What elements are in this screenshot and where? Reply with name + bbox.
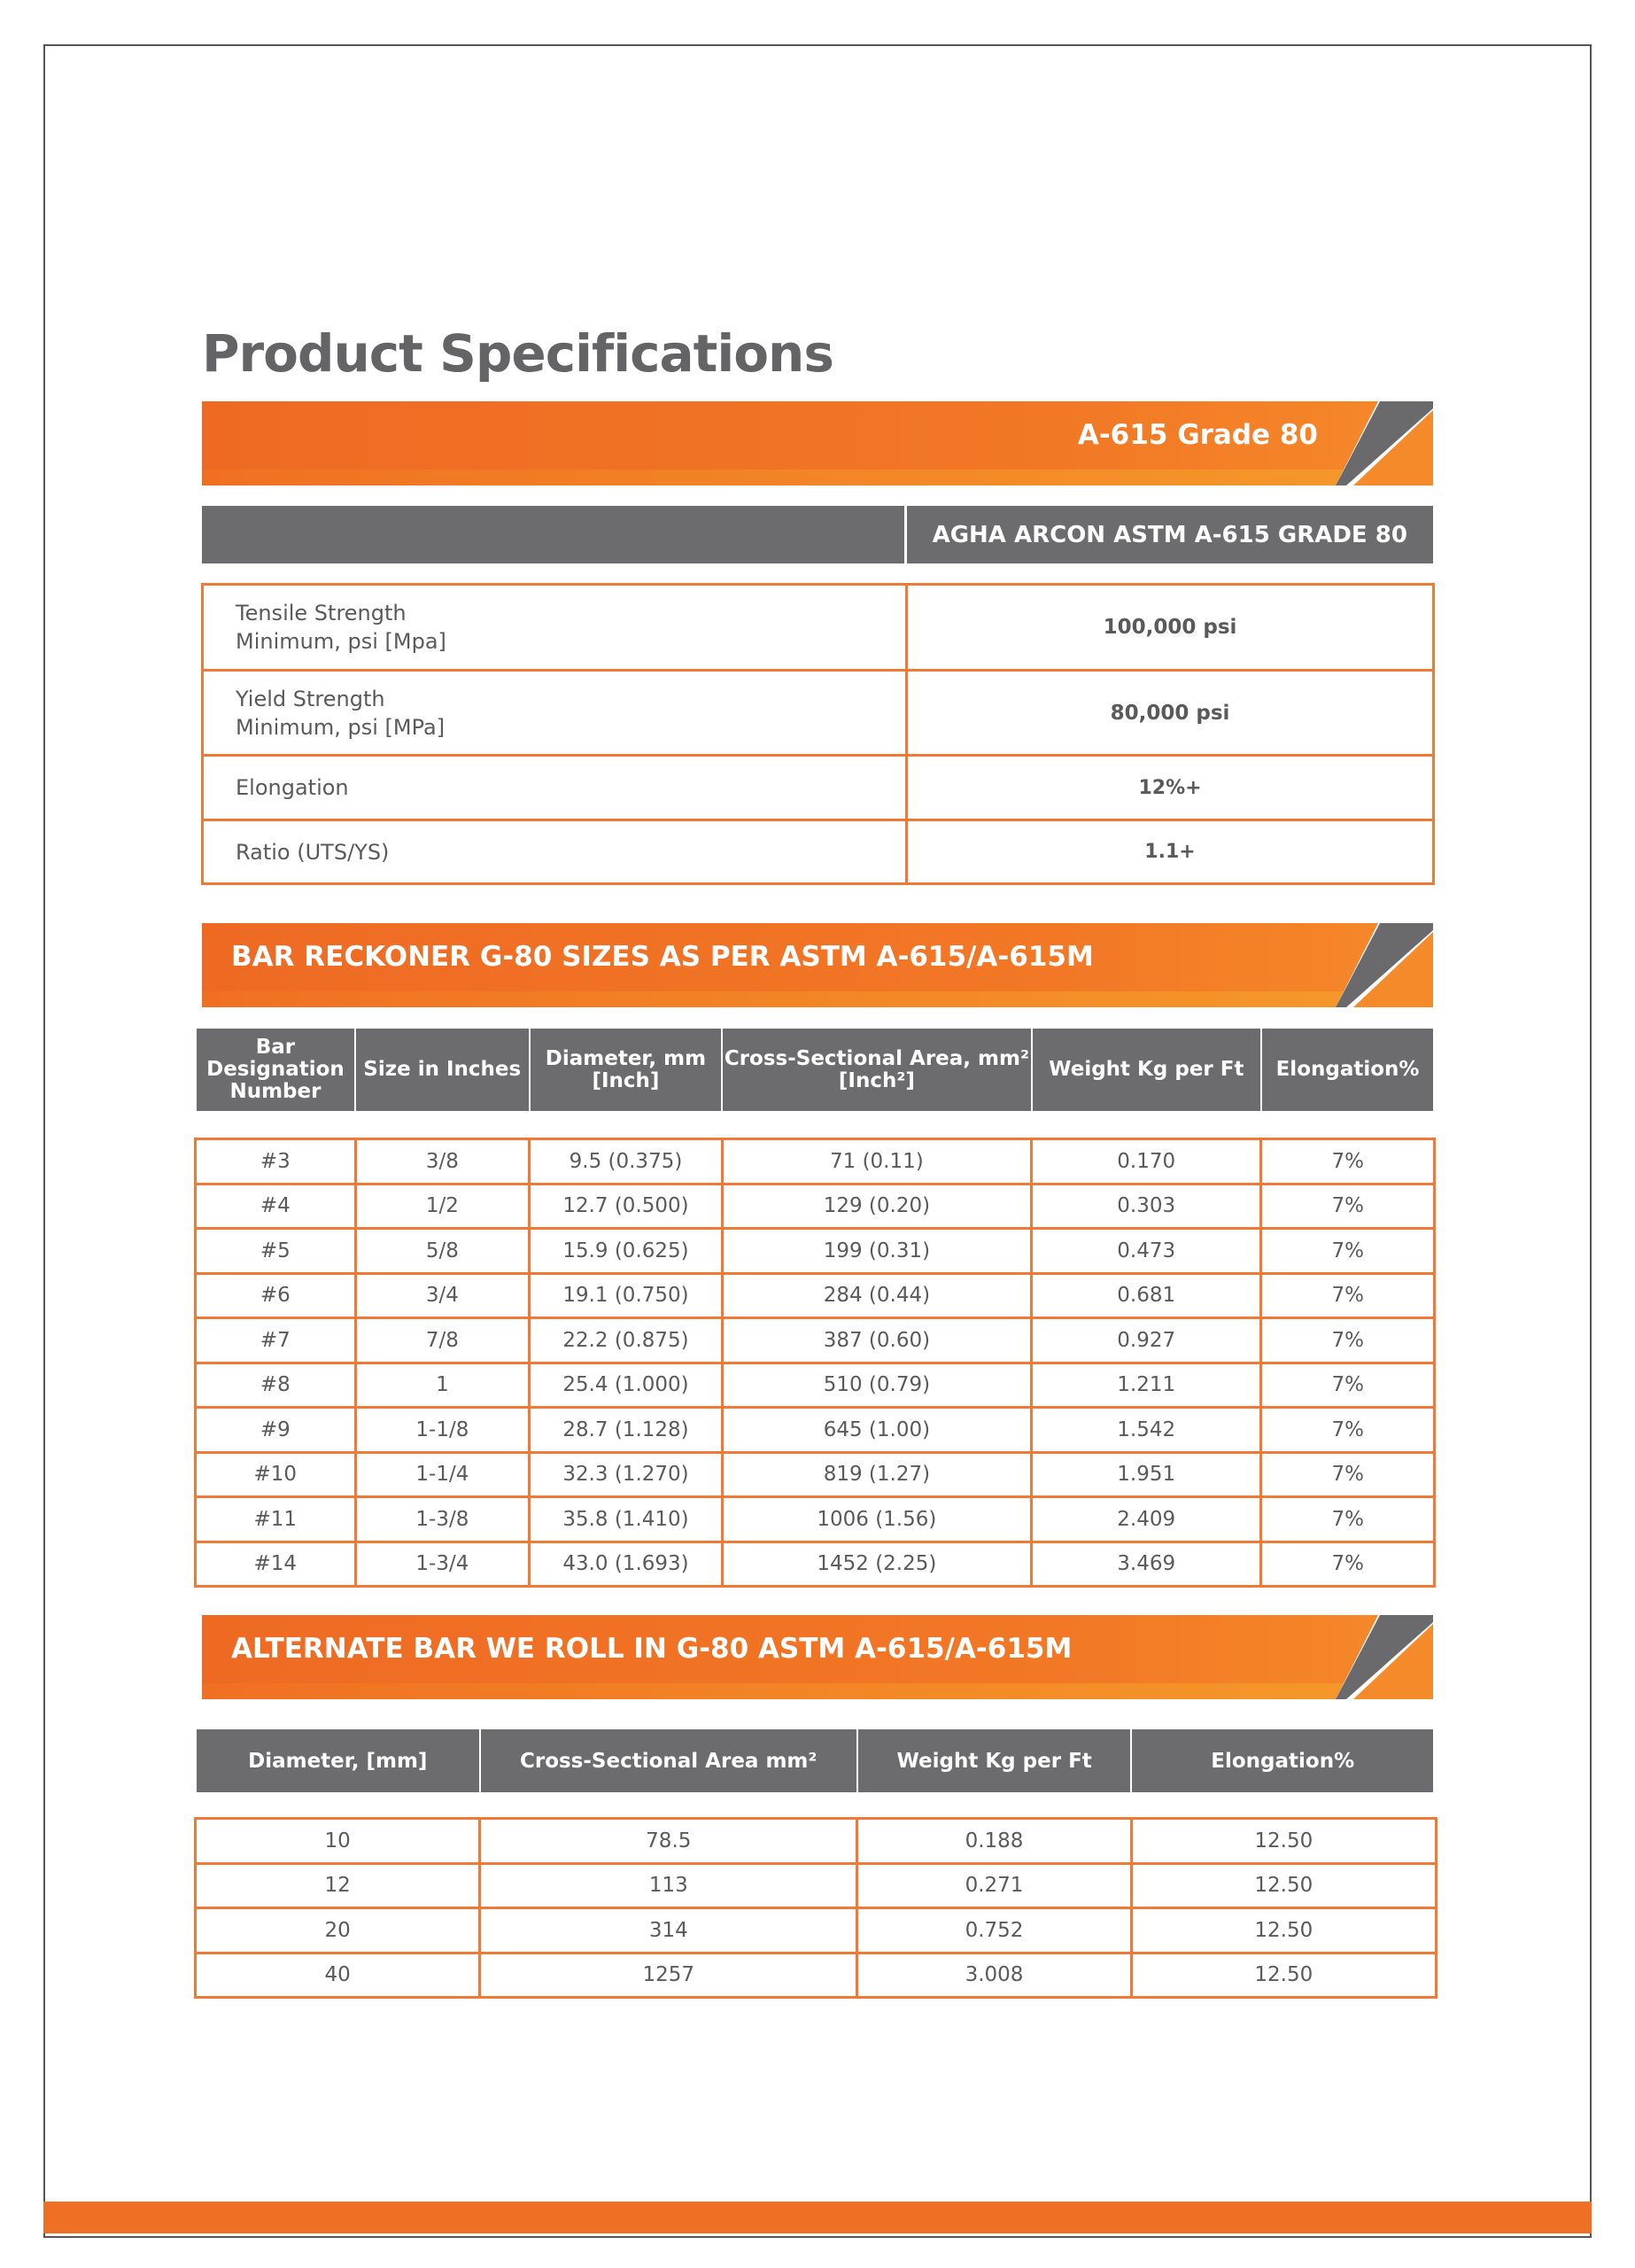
table-cell: 7% [1261, 1542, 1435, 1587]
spec-label-line2: Minimum, psi [Mpa] [236, 629, 446, 654]
table-cell: 7% [1261, 1139, 1435, 1184]
table-cell: 43.0 (1.693) [530, 1542, 723, 1587]
table-row [196, 1542, 1435, 1587]
table-cell: 28.7 (1.128) [530, 1408, 723, 1453]
table-cell: 3.469 [1031, 1542, 1260, 1587]
table-cell: 0.752 [857, 1908, 1131, 1953]
spec-label [203, 671, 907, 756]
spec-label-line2: Minimum, psi [MPa] [236, 714, 446, 740]
table-cell: 1-1/4 [355, 1452, 530, 1497]
spec-value: 100,000 psi [907, 585, 1434, 671]
table-cell: 7% [1261, 1497, 1435, 1542]
spec-value: 12%+ [907, 756, 1434, 820]
spec-label [203, 585, 907, 671]
bar-header-cell: Weight Kg per Ft [1032, 1028, 1261, 1112]
table-cell: 7% [1261, 1184, 1435, 1229]
table-cell: 35.8 (1.410) [530, 1497, 723, 1542]
table-cell: 0.473 [1031, 1229, 1260, 1274]
table-cell: 0.927 [1031, 1318, 1260, 1363]
table-cell: 2.409 [1031, 1497, 1260, 1542]
table-cell: 1.211 [1031, 1363, 1260, 1408]
table-row [196, 1953, 1437, 1998]
table-cell: 10 [196, 1819, 480, 1864]
table-cell: #8 [196, 1363, 356, 1408]
table-row [196, 1452, 1435, 1497]
grade-banner [202, 401, 1433, 485]
grade-banner-label: A-615 Grade 80 [1077, 419, 1318, 451]
table-cell: 113 [480, 1863, 857, 1908]
table-cell: 20 [196, 1908, 480, 1953]
alt-table [194, 1817, 1437, 1999]
table-cell: #9 [196, 1408, 356, 1453]
bar-header-cell: Diameter, mm [Inch] [530, 1028, 723, 1112]
table-cell: 3/8 [355, 1139, 530, 1184]
spec-label: Elongation [203, 756, 907, 820]
bar-header-cell: Size in Inches [355, 1028, 530, 1112]
alt-header-cell: Weight Kg per Ft [857, 1728, 1132, 1793]
spec-header-title: AGHA ARCON ASTM A-615 GRADE 80 [932, 521, 1407, 548]
table-cell: #3 [196, 1139, 356, 1184]
table-cell: 32.3 (1.270) [530, 1452, 723, 1497]
spec-label: Ratio (UTS/YS) [203, 820, 907, 884]
table-row [196, 1908, 1437, 1953]
table-cell: 1-1/8 [355, 1408, 530, 1453]
spec-header-blank [202, 506, 905, 563]
table-cell: 40 [196, 1953, 480, 1998]
table-cell: 12.50 [1131, 1819, 1436, 1864]
table-cell: #10 [196, 1452, 356, 1497]
reckoner-banner [202, 923, 1433, 1007]
spec-value: 80,000 psi [907, 671, 1434, 756]
table-row [196, 1497, 1435, 1542]
alternate-banner [202, 1615, 1433, 1699]
table-cell: 25.4 (1.000) [530, 1363, 723, 1408]
table-cell: 199 (0.31) [722, 1229, 1031, 1274]
table-cell: 0.188 [857, 1819, 1131, 1864]
table-cell: #14 [196, 1542, 356, 1587]
table-cell: 0.170 [1031, 1139, 1260, 1184]
table-cell: 1006 (1.56) [722, 1497, 1031, 1542]
table-row [196, 1273, 1435, 1318]
table-cell: 19.1 (0.750) [530, 1273, 723, 1318]
table-cell: 1257 [480, 1953, 857, 1998]
table-cell: #7 [196, 1318, 356, 1363]
reckoner-banner-label: BAR RECKONER G-80 SIZES AS PER ASTM A-615/A-615M [231, 941, 1094, 973]
table-cell: 7% [1261, 1363, 1435, 1408]
table-cell: 387 (0.60) [722, 1318, 1031, 1363]
table-cell: 3/4 [355, 1273, 530, 1318]
table-cell: 22.2 (0.875) [530, 1318, 723, 1363]
table-row [196, 1408, 1435, 1453]
table-cell: #6 [196, 1273, 356, 1318]
table-cell: 1.951 [1031, 1452, 1260, 1497]
table-cell: 1/2 [355, 1184, 530, 1229]
alt-header-cell: Diameter, [mm] [196, 1728, 480, 1793]
table-cell: 7% [1261, 1452, 1435, 1497]
table-cell: #5 [196, 1229, 356, 1274]
table-cell: 7/8 [355, 1318, 530, 1363]
alt-header-cell: Elongation% [1131, 1728, 1434, 1793]
table-row [196, 1863, 1437, 1908]
table-cell: 1.542 [1031, 1408, 1260, 1453]
table-cell: 12.50 [1131, 1908, 1436, 1953]
table-row [203, 585, 1434, 671]
table-cell: 0.681 [1031, 1273, 1260, 1318]
alt-table-header [195, 1728, 1435, 1794]
table-cell: 0.271 [857, 1863, 1131, 1908]
alternate-banner-label: ALTERNATE BAR WE ROLL IN G-80 ASTM A-615/A-615M [231, 1633, 1073, 1665]
table-cell: 1-3/4 [355, 1542, 530, 1587]
table-cell: 78.5 [480, 1819, 857, 1864]
table-cell: 0.303 [1031, 1184, 1260, 1229]
table-cell: 1452 (2.25) [722, 1542, 1031, 1587]
table-cell: 3.008 [857, 1953, 1131, 1998]
page-title: Product Specifications [202, 323, 833, 384]
table-row [196, 1363, 1435, 1408]
footer-bar [43, 2202, 1592, 2233]
table-cell: 314 [480, 1908, 857, 1953]
spec-table [201, 583, 1435, 885]
table-cell: 12.50 [1131, 1863, 1436, 1908]
table-cell: 129 (0.20) [722, 1184, 1031, 1229]
table-cell: 7% [1261, 1318, 1435, 1363]
table-cell: 7% [1261, 1408, 1435, 1453]
table-cell: #11 [196, 1497, 356, 1542]
table-row [196, 1139, 1435, 1184]
table-cell: 645 (1.00) [722, 1408, 1031, 1453]
table-cell: 1 [355, 1363, 530, 1408]
table-cell: 9.5 (0.375) [530, 1139, 723, 1184]
table-cell: 15.9 (0.625) [530, 1229, 723, 1274]
table-cell: 12 [196, 1863, 480, 1908]
table-row [203, 820, 1434, 884]
bar-header-cell: Bar Designation Number [196, 1028, 355, 1112]
table-cell: 819 (1.27) [722, 1452, 1031, 1497]
table-cell: 1-3/8 [355, 1497, 530, 1542]
table-cell: 5/8 [355, 1229, 530, 1274]
spec-table-header [202, 506, 1433, 563]
table-row [196, 1819, 1437, 1864]
spec-label-line1: Tensile Strength [236, 601, 407, 625]
bar-table [194, 1138, 1436, 1588]
table-row [196, 1229, 1435, 1274]
table-cell: 12.50 [1131, 1953, 1436, 1998]
bar-table-header [195, 1027, 1435, 1113]
table-cell: 71 (0.11) [722, 1139, 1031, 1184]
table-row [196, 1318, 1435, 1363]
bar-header-cell: Cross-Sectional Area, mm² [Inch²] [722, 1028, 1031, 1112]
bar-header-cell: Elongation% [1261, 1028, 1434, 1112]
table-row [196, 1184, 1435, 1229]
table-cell: 284 (0.44) [722, 1273, 1031, 1318]
table-cell: 510 (0.79) [722, 1363, 1031, 1408]
spec-value: 1.1+ [907, 820, 1434, 884]
table-cell: #4 [196, 1184, 356, 1229]
table-cell: 7% [1261, 1229, 1435, 1274]
spec-label-line1: Yield Strength [236, 686, 385, 711]
table-cell: 12.7 (0.500) [530, 1184, 723, 1229]
table-row [203, 756, 1434, 820]
alt-header-cell: Cross-Sectional Area mm² [480, 1728, 857, 1793]
table-cell: 7% [1261, 1273, 1435, 1318]
table-row [203, 671, 1434, 756]
